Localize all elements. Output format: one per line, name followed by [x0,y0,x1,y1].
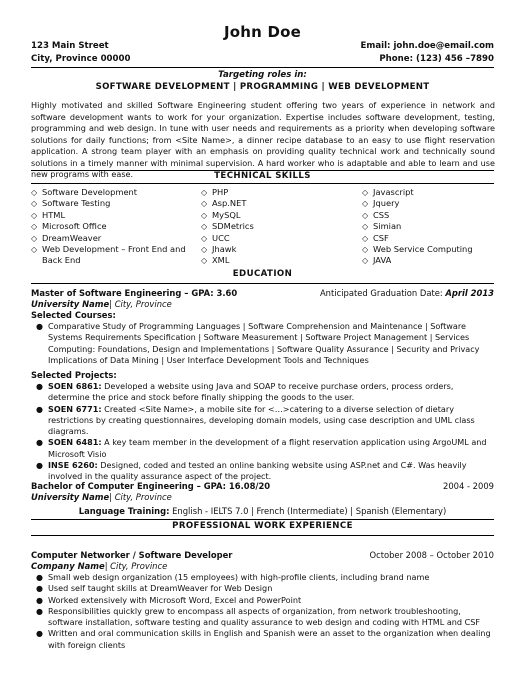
diamond-bullet-icon: ◇ [31,233,38,243]
diamond-bullet-icon: ◇ [362,210,369,220]
skills-divider-bottom [31,183,494,184]
bullet-icon: ● [36,322,43,331]
projects-list [31,381,494,483]
bullet-icon: ● [36,629,43,639]
skill-item-continued: Back End [42,255,81,266]
diamond-bullet-icon: ◇ [201,256,208,266]
masters-row [31,288,494,298]
diamond-bullet-icon: ◇ [201,188,208,197]
education-divider [31,283,494,284]
skill-item: ◇ Javascript [362,187,414,197]
list-item: ● SOEN 6771: Created <Site Name>, a mobile site for <…>catering to a diverse selection of dietary restrictions by creating questionnaires, developing domain models, using case description and UML class diagrams. [36,403,475,437]
list-item: ● Responsibilities quickly grew to encompass all aspects of organization, from network troubleshooting, software installation, software testing and quality assurance to web design and coding with HTML and CSF [36,605,481,628]
bullet-icon: ● [36,606,43,616]
job-row [31,550,494,560]
header-divider [31,67,494,68]
list-item: ● Worked extensively with Microsoft Word, Excel and PowerPoint [36,594,302,605]
language-training: Language Training: English - IELTS 7.0 | French (Intermediate) | Spanish (Elementary) [78,506,447,516]
diamond-bullet-icon: ◇ [362,256,369,266]
bullet-icon: ● [36,404,43,414]
diamond-bullet-icon: ◇ [362,222,369,232]
address-line-2: City, Province 00000 [31,54,131,64]
targeting-title: Targeting roles in: [218,70,307,80]
experience-divider [31,535,494,536]
skill-item: ◇ CSS [362,209,390,220]
skill-item: ◇ HTML [31,209,66,220]
bullet-icon: ● [36,584,43,594]
technical-skills-heading: TECHNICAL SKILLS [214,171,311,181]
targeting-roles: SOFTWARE DEVELOPMENT | PROGRAMMING | WEB DEVELOPMENT [95,82,430,92]
bachelors-row [31,481,494,491]
diamond-bullet-icon: ◇ [201,210,208,220]
diamond-bullet-icon: ◇ [31,199,38,209]
skill-item: ◇ JAVA [362,255,392,266]
address-line-1: 123 Main Street [31,41,109,51]
skill-item: ◇ XML [201,255,230,266]
list-item: ● Small web design organization (15 employees) with high-profile clients, including brand name [36,572,430,582]
job-dates: October 2008 – October 2010 [369,550,494,560]
list-item: ● SOEN 6481: A key team member in the development of a flight reservation application using ArgoUML and Microsoft Visio [36,437,487,459]
skill-item: ◇ PHP [201,187,229,197]
skill-item: ◇ DreamWeaver [31,232,102,243]
skill-item: ◇ Jquery [362,198,400,209]
bullet-icon: ● [36,573,43,582]
list-item: ● INSE 6260: Designed, coded and tested an online banking website using ASP.net and C#. Was heavily involved in the quality assurance aspect of the project. [36,460,467,482]
selected-courses-label: Selected Courses: [31,310,116,320]
job-bullets [31,572,494,651]
diamond-bullet-icon: ◇ [362,188,369,197]
skill-item: ◇ UCC [201,232,230,243]
list-item: ● Comparative Study of Programming Languages | Software Comprehension and Maintenance | Software Systems Requirements Specification | Software Measurement | Software Project Management | Services Computing: Foundations, Design and Implementations | Software Quality Assurance | Security and Privacy Implications of Data Mining | User Interface Development Tools and Techniques [36,321,480,365]
diamond-bullet-icon: ◇ [201,199,208,209]
bullet-icon: ● [36,382,43,391]
skill-item: ◇ Asp.NET [201,198,247,209]
diamond-bullet-icon: ◇ [201,222,208,232]
diamond-bullet-icon: ◇ [31,188,38,197]
skill-item: ◇ MySQL [201,209,241,220]
skill-item: ◇ Software Testing [31,198,111,209]
contact-block [361,40,494,66]
profile-summary: Highly motivated and skilled Software Engineering student offering two years of experience in network and software development wants to work for your organization. Expertise includes software development, testing, programming and web design. In tune with user needs and requirements as a priority when developing software solutions for daily functions; from <Site Name>, a dinner recipe database to an easy to use flight reservation application. A strong team player with an emphasis on providing quality technical work and technically sound solutions in a timely manner with minimal supervision. A hard worker who is adaptable and able to learn and use new programs with ease. [31,100,495,179]
skills-column-1 [31,187,206,267]
bullet-icon: ● [36,595,43,605]
diamond-bullet-icon: ◇ [201,233,208,243]
courses-list [31,321,494,366]
phone-text: Phone: (123) 456 –7890 [379,54,494,64]
diamond-bullet-icon: ◇ [362,245,369,255]
job-company: Company Name| City, Province [31,561,168,571]
selected-projects-label: Selected Projects: [31,370,117,380]
job-title: Computer Networker / Software Developer [31,550,233,560]
address-block [31,40,130,66]
skill-item: ◇ Simian [362,221,402,232]
skill-item: ◇ Jhawk [201,244,237,255]
bullet-icon: ● [36,461,43,471]
email-text: Email: john.doe@email.com [360,41,494,51]
graduation-date: Anticipated Graduation Date: April 2013 [319,288,494,298]
candidate-name: John Doe [224,23,301,41]
masters-degree: Master of Software Engineering – GPA: 3.60 [31,288,238,298]
diamond-bullet-icon: ◇ [362,233,369,243]
list-item: ● Used self taught skills at DreamWeaver for Web Design [36,583,273,594]
experience-divider-top [31,519,494,520]
masters-school: University Name| City, Province [31,299,172,309]
bachelors-school: University Name| City, Province [31,492,172,502]
skills-column-2 [201,187,331,267]
list-item: ● SOEN 6861: Developed a website using Java and SOAP to receive purchase orders, process orders, determine the price and stock before finally shipping the goods to the user. [36,381,454,403]
diamond-bullet-icon: ◇ [362,199,369,209]
education-heading: EDUCATION [232,269,293,279]
skill-item: ◇ CSF [362,232,389,243]
bachelors-years: 2004 - 2009 [443,481,494,491]
skill-item: ◇ Web Service Computing [362,244,473,255]
skill-item: ◇ SDMetrics [201,221,254,232]
diamond-bullet-icon: ◇ [201,245,208,255]
list-item: ● Written and oral communication skills in English and Spanish were an asset to the organization when dealing with foreign clients [36,628,491,650]
diamond-bullet-icon: ◇ [31,210,38,220]
skill-item: ◇ Software Development [31,187,138,197]
experience-heading: PROFESSIONAL WORK EXPERIENCE [172,521,353,531]
bachelors-degree: Bachelor of Computer Engineering – GPA: 16.08/20 [31,481,271,491]
diamond-bullet-icon: ◇ [31,222,38,232]
skills-column-3 [362,187,497,267]
skill-item: ◇ Web Development – Front End and [31,244,186,255]
diamond-bullet-icon: ◇ [31,245,38,255]
bullet-icon: ● [36,438,43,448]
skill-item: ◇ Microsoft Office [31,221,107,232]
